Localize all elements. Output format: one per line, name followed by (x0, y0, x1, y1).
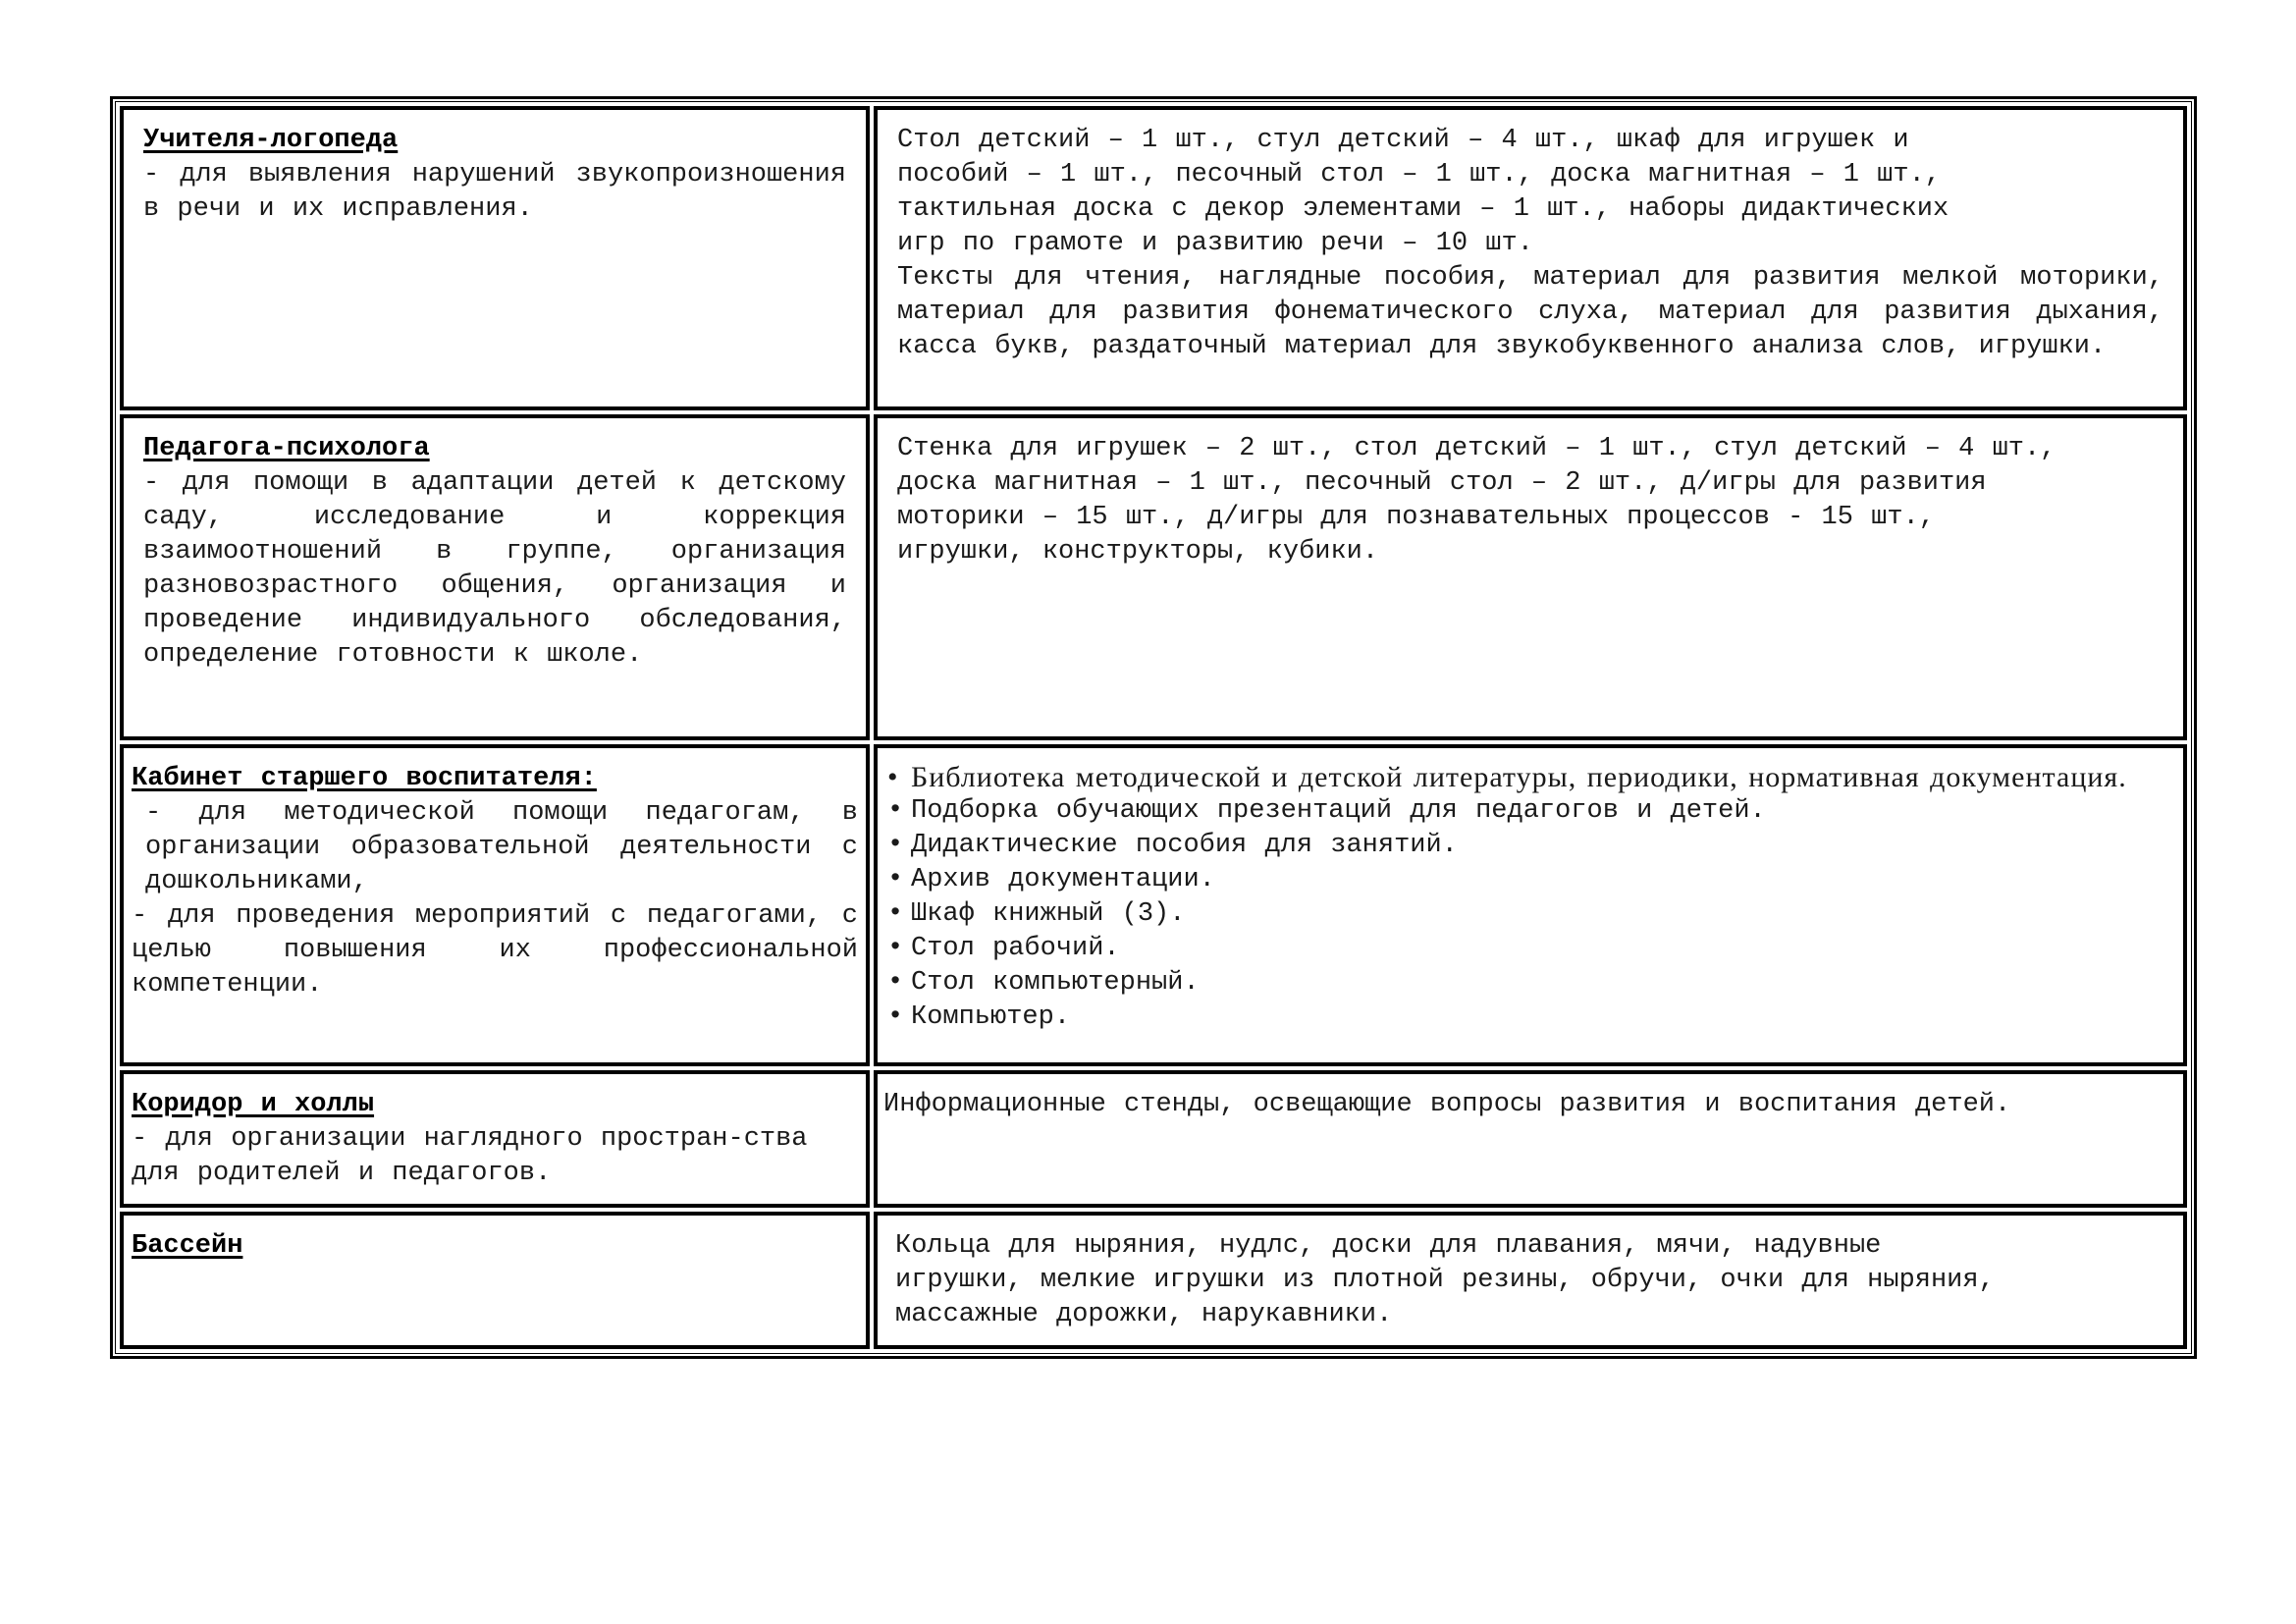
room-description: - для организации наглядного простран-ства для родителей и педагогов. (132, 1124, 808, 1188)
room-description: - для проведения мероприятий с педагогами, с целью повышения их профессиональной компетенции. (132, 901, 858, 1000)
list-item: • Стол рабочий. (887, 932, 2163, 966)
table-row (120, 106, 2187, 410)
equipment-line: Стенка для игрушек – 2 шт., стол детский – 1 шт., стул детский – 4 шт., (897, 434, 2056, 463)
room-cell (120, 414, 870, 740)
equipment-line: пособий – 1 шт., песочный стол – 1 шт., доска магнитная – 1 шт., (897, 160, 1941, 189)
room-cell (120, 1212, 870, 1349)
equipment-line: Кольца для ныряния, нудлс, доски для плавания, мячи, надувные (895, 1231, 1882, 1261)
room-title: Бассейн (132, 1231, 243, 1261)
room-cell (120, 744, 870, 1066)
list-item: • Шкаф книжный (3). (887, 897, 2163, 932)
table-row (120, 744, 2187, 1066)
rooms-equipment-table (112, 98, 2195, 1357)
equipment-line: массажные дорожки, нарукавники. (895, 1300, 1393, 1329)
room-description: - для выявления нарушений звукопроизношения в речи и их исправления. (143, 160, 846, 224)
room-description: - для помощи в адаптации детей к детскому саду, исследование и коррекция взаимоотношений в группе, организация разновозрастного общения, организация и проведение индивидуального обследования, определение готовности к школе. (143, 468, 846, 670)
equipment-text: Информационные стенды, освещающие вопросы развития и воспитания детей. (883, 1090, 2011, 1119)
equipment-line: доска магнитная – 1 шт., песочный стол – 2 шт., д/игры для развития (897, 468, 1987, 498)
room-title: Коридор и холлы (132, 1090, 375, 1119)
document-page (112, 98, 2195, 1357)
equipment-cell (874, 744, 2187, 1066)
table-row (120, 414, 2187, 740)
equipment-cell (874, 414, 2187, 740)
equipment-line: игрушки, конструкторы, кубики. (897, 537, 1379, 567)
room-title: Учителя-логопеда (143, 126, 399, 155)
equipment-cell (874, 1212, 2187, 1349)
list-item: • Компьютер. (887, 1001, 2163, 1035)
equipment-line: игрушки, мелкие игрушки из плотной резины, обручи, очки для ныряния, (895, 1266, 1995, 1295)
equipment-line: тактильная доска с декор элементами – 1 шт., наборы дидактических (897, 194, 1949, 224)
equipment-cell (874, 106, 2187, 410)
equipment-line: моторики – 15 шт., д/игры для познавательных процессов - 15 шт., (897, 503, 1935, 532)
equipment-line: игр по грамоте и развитию речи – 10 шт. (897, 229, 1533, 258)
table-row (120, 1212, 2187, 1349)
list-item: • Стол компьютерный. (887, 966, 2163, 1001)
room-title: Педагога-психолога (143, 434, 430, 463)
room-description: - для методической помощи педагогам, в организации образовательной деятельности с дошкольниками, (145, 798, 858, 896)
equipment-line: Стол детский – 1 шт., стул детский – 4 шт., шкаф для игрушек и (897, 126, 1909, 155)
room-title: Кабинет старшего воспитателя: (132, 764, 597, 793)
equipment-extra: Тексты для чтения, наглядные пособия, материал для развития мелкой моторики, материал для развития фонематического слуха, материал для развития дыхания, касса букв, раздаточный материал для звукобуквенного анализа слов, игрушки. (897, 263, 2163, 361)
list-item: • Архив документации. (887, 863, 2163, 897)
list-item: • Библиотека методической и детской литературы, периодики, нормативная документация. (887, 760, 2163, 794)
room-cell (120, 106, 870, 410)
room-cell (120, 1070, 870, 1208)
equipment-list (887, 760, 2163, 1035)
list-item: • Дидактические пособия для занятий. (887, 829, 2163, 863)
list-item: • Подборка обучающих презентаций для педагогов и детей. (887, 794, 2163, 829)
equipment-cell (874, 1070, 2187, 1208)
table-row (120, 1070, 2187, 1208)
